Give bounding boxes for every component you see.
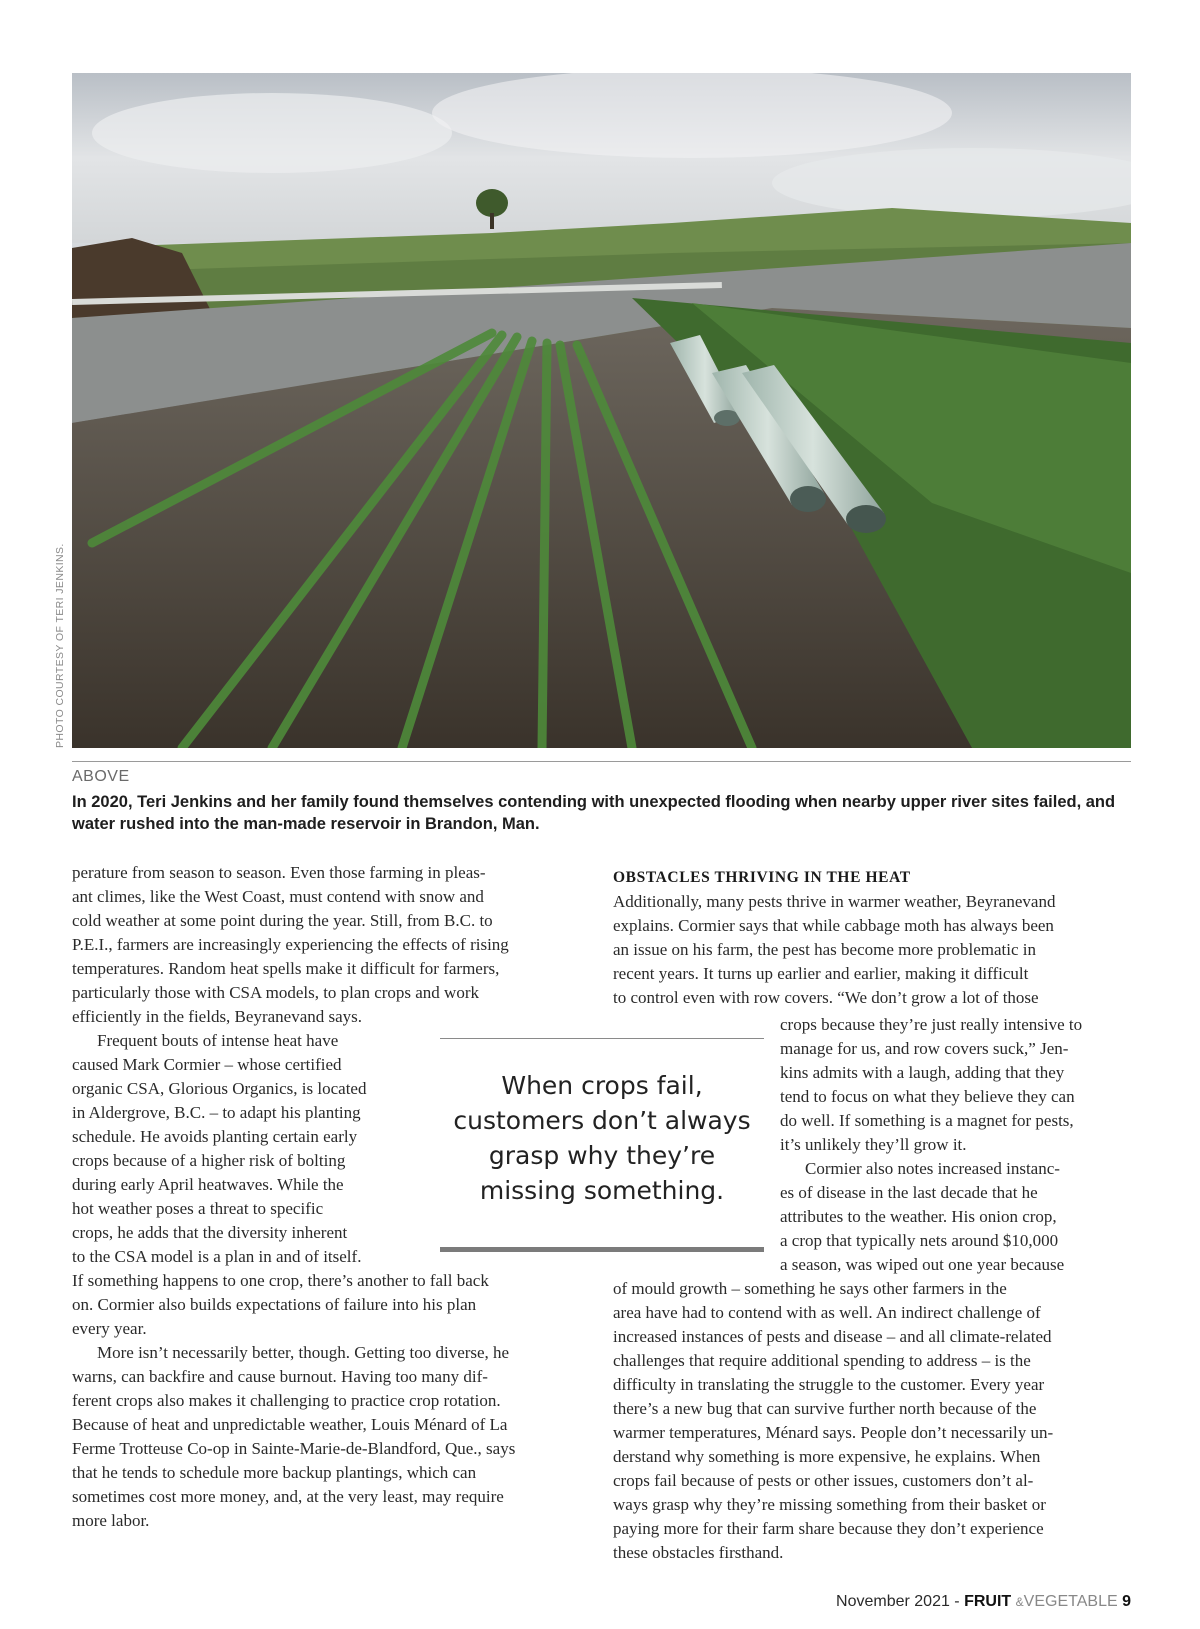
pull-quote-line: grasp why they’re bbox=[488, 1141, 716, 1170]
body-line: during early April heatwaves. While the bbox=[72, 1175, 344, 1194]
caption-text: In 2020, Teri Jenkins and her family found themselves contending with unexpected flooding when nearby upper river sites failed, and water rushed into the man-made reservoir in Brandon, Man. bbox=[72, 793, 1116, 833]
body-line: Cormier also notes increased instanc- bbox=[805, 1159, 1060, 1178]
body-line: warmer temperatures, Ménard says. People don’t necessarily un- bbox=[613, 1423, 1054, 1442]
body-line: ways grasp why they’re missing something from their basket or bbox=[613, 1495, 1046, 1514]
pull-quote-line: customers don’t always bbox=[453, 1106, 751, 1135]
body-line: crops because of a higher risk of bolting bbox=[72, 1151, 346, 1170]
body-line: Ferme Trotteuse Co-op in Sainte-Marie-de-Blandford, Que., says bbox=[72, 1439, 516, 1458]
body-line: temperatures. Random heat spells make it difficult for farmers, bbox=[72, 959, 500, 978]
body-line: caused Mark Cormier – whose certified bbox=[72, 1055, 342, 1074]
body-line: es of disease in the last decade that he bbox=[780, 1183, 1038, 1202]
body-line: Additionally, many pests thrive in warmer weather, Beyranevand bbox=[613, 892, 1056, 911]
body-line: kins admits with a laugh, adding that they bbox=[780, 1063, 1065, 1082]
photo-credit: PHOTO COURTESY OF TERI JENKINS. bbox=[54, 543, 66, 748]
body-line: Because of heat and unpredictable weather, Louis Ménard of La bbox=[72, 1415, 508, 1434]
caption-rule bbox=[72, 761, 1131, 762]
body-line: perature from season to season. Even those farming in pleas- bbox=[72, 863, 486, 882]
body-line: manage for us, and row covers suck,” Jen- bbox=[780, 1039, 1069, 1058]
pull-quote-line: When crops fail, bbox=[501, 1071, 703, 1100]
body-line: more labor. bbox=[72, 1511, 150, 1530]
body-line: ferent crops also makes it challenging to practice crop rotation. bbox=[72, 1391, 501, 1410]
body-line: P.E.I., farmers are increasingly experiencing the effects of rising bbox=[72, 935, 509, 954]
section-heading: OBSTACLES THRIVING IN THE HEAT bbox=[613, 869, 911, 886]
footer-date: November 2021 - bbox=[836, 1593, 960, 1610]
body-line: in Aldergrove, B.C. – to adapt his planting bbox=[72, 1103, 361, 1122]
body-line: it’s unlikely they’ll grow it. bbox=[780, 1135, 967, 1154]
body-line: to the CSA model is a plan in and of itself. bbox=[72, 1247, 362, 1266]
body-line: schedule. He avoids planting certain early bbox=[72, 1127, 358, 1146]
left-column-top bbox=[72, 861, 582, 1029]
body-line: crops, he adds that the diversity inherent bbox=[72, 1223, 348, 1242]
pull-quote bbox=[440, 1038, 764, 1254]
body-line: efficiently in the fields, Beyranevand says. bbox=[72, 1007, 363, 1026]
page-footer bbox=[836, 1593, 1131, 1611]
flooded-field-illustration bbox=[72, 73, 1131, 748]
body-line: area have had to contend with as well. An indirect challenge of bbox=[613, 1303, 1041, 1322]
body-line: explains. Cormier says that while cabbage moth has always been bbox=[613, 916, 1054, 935]
caption-label: ABOVE bbox=[72, 768, 130, 785]
footer-ampersand: & bbox=[1015, 1595, 1024, 1609]
body-line: derstand why something is more expensive, he explains. When bbox=[613, 1447, 1041, 1466]
body-line: these obstacles firsthand. bbox=[613, 1543, 784, 1562]
page-number: 9 bbox=[1122, 1593, 1131, 1610]
body-line: an issue on his farm, the pest has become more problematic in bbox=[613, 940, 1036, 959]
body-line: hot weather poses a threat to specific bbox=[72, 1199, 324, 1218]
body-line: If something happens to one crop, there’s another to fall back bbox=[72, 1271, 489, 1290]
body-line: increased instances of pests and disease – and all climate-related bbox=[613, 1327, 1052, 1346]
pull-quote-top-rule bbox=[440, 1038, 764, 1039]
body-line: warns, can backfire and cause burnout. Having too many dif- bbox=[72, 1367, 488, 1386]
body-line: ant climes, like the West Coast, must contend with snow and bbox=[72, 887, 484, 906]
body-line: a season, was wiped out one year because bbox=[780, 1255, 1065, 1274]
footer-brand: FRUIT bbox=[964, 1593, 1012, 1610]
body-line: do well. If something is a magnet for pests, bbox=[780, 1111, 1074, 1130]
body-line: that he tends to schedule more backup plantings, which can bbox=[72, 1463, 477, 1482]
body-line: More isn’t necessarily better, though. Getting too diverse, he bbox=[97, 1343, 510, 1362]
body-line: on. Cormier also builds expectations of failure into his plan bbox=[72, 1295, 477, 1314]
body-line: cold weather at some point during the year. Still, from B.C. to bbox=[72, 911, 493, 930]
body-line: challenges that require additional spending to address – is the bbox=[613, 1351, 1031, 1370]
left-column-narrow bbox=[72, 1029, 432, 1269]
body-line: attributes to the weather. His onion crop, bbox=[780, 1207, 1057, 1226]
body-line: there’s a new bug that can survive further north because of the bbox=[613, 1399, 1037, 1418]
body-line: a crop that typically nets around $10,000 bbox=[780, 1231, 1059, 1250]
body-line: recent years. It turns up earlier and earlier, making it difficult bbox=[613, 964, 1029, 983]
footer-vegetable: VEGETABLE bbox=[1023, 1593, 1118, 1610]
body-line: particularly those with CSA models, to plan crops and work bbox=[72, 983, 479, 1002]
body-line: crops because they’re just really intensive to bbox=[780, 1015, 1083, 1034]
body-line: Frequent bouts of intense heat have bbox=[97, 1031, 339, 1050]
right-column-bottom bbox=[613, 1277, 1133, 1565]
body-line: of mould growth – something he says other farmers in the bbox=[613, 1279, 1007, 1298]
body-line: sometimes cost more money, and, at the very least, may require bbox=[72, 1487, 504, 1506]
right-column-top bbox=[613, 866, 1133, 1010]
pull-quote-text bbox=[440, 1068, 764, 1208]
body-line: to control even with row covers. “We don’t grow a lot of those bbox=[613, 988, 1039, 1007]
left-column-bottom bbox=[72, 1269, 592, 1533]
pull-quote-line: missing something. bbox=[479, 1176, 725, 1205]
body-line: difficulty in translating the struggle to the customer. Every year bbox=[613, 1375, 1045, 1394]
body-line: paying more for their farm share because they don’t experience bbox=[613, 1519, 1044, 1538]
pull-quote-bottom-rule bbox=[440, 1247, 764, 1252]
body-line: organic CSA, Glorious Organics, is located bbox=[72, 1079, 367, 1098]
body-line: crops fail because of pests or other issues, customers don’t al- bbox=[613, 1471, 1034, 1490]
right-column-narrow bbox=[780, 1013, 1140, 1277]
feature-photo bbox=[72, 73, 1131, 748]
body-line: every year. bbox=[72, 1319, 147, 1338]
body-line: tend to focus on what they believe they can bbox=[780, 1087, 1075, 1106]
